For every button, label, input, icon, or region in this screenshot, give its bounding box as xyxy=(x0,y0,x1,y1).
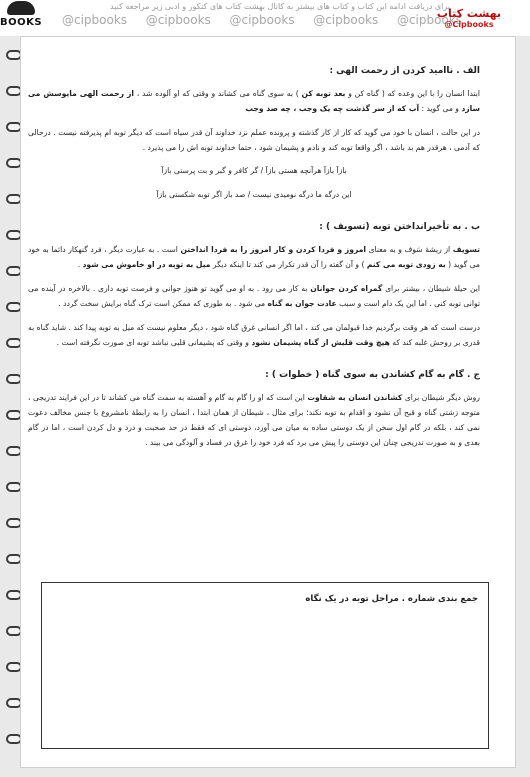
books-logo-text: BOOKS xyxy=(0,17,43,28)
poem-line-2: این درگه ما درگه نومیدی نیست / صد بار اگر توبه شکستی بازآ xyxy=(156,190,352,199)
text: . xyxy=(77,260,83,269)
bold-text: تسویف xyxy=(452,245,480,254)
section-a-paragraph-1 xyxy=(28,86,480,116)
bold-text: به زودی توبه می کنم xyxy=(366,260,446,269)
text: است . به عبارت دیگر ، فرد گنهکار دائما به خود می گوید ( xyxy=(28,245,480,269)
cipbooks-logo xyxy=(430,8,508,34)
watermark: @cipbooks xyxy=(396,13,462,27)
section-b-heading: ب . به تأخیرانداختن توبه (تسویف ) : xyxy=(319,222,480,232)
bold-text: آب که از سر گذشت چه یک وجب ، چه صد وجب xyxy=(245,104,420,113)
text: ) و آن گفته را آن قدر تکرار می کند تا اینکه دیگر xyxy=(210,260,367,269)
watermark: @cipbooks xyxy=(229,13,295,27)
text: به کار می رود . به او می گوید تو هنوز جوانی و فرصت توبه داری . بالاخره در آینده می توانی توبه کنی . اما این یک دام است و سبب xyxy=(28,284,480,308)
section-a-paragraph-2: در این حالت ، انسان با خود می گوید که کار از کار گذشته و پرونده عملم نزد خداوند آن قدر سیاه است که دیگر توبه ام پذیرفته نیست . درحالی که آدمی ، هرقدر هم بد باشد ، اگر واقعا توبه کند و نادم و پشیمان شود ، حتما خداوند توبه اش را می پذیرد . xyxy=(28,128,480,152)
download-notice: برای دریافت ادامه این کتاب و کتاب های بیشتر به کانال بهشت کتاب های کنکور و ادبی زیر مراجعه کنید xyxy=(110,2,450,11)
bold-text: عادت جوان به گناه xyxy=(267,299,337,308)
bold-text: بعد توبه کن xyxy=(301,89,346,98)
watermark: @cipbooks xyxy=(145,13,211,27)
poem-line-1: بازآ بازآ هرآنچه هستی بازآ / گر کافر و گبر و بت پرستی بازآ xyxy=(161,166,347,175)
bold-text: کشاندن انسان به شقاوت xyxy=(307,393,403,402)
text: این حیلهٔ شیطان ، بیشتر برای xyxy=(382,284,480,293)
watermark: @cipbooks xyxy=(313,13,379,27)
watermark-row xyxy=(62,13,462,27)
text: از ریشهٔ سَوف و به معنای xyxy=(366,245,453,254)
page-header xyxy=(0,0,530,36)
watermark: @cipbooks xyxy=(62,13,128,27)
text: و می گوید : xyxy=(419,104,462,113)
text: و وقتی که پشیمانی قلبی نباشد توبه ای صورت نگرفته است . xyxy=(56,338,252,347)
text: ابتدا انسان را با این وعده که ( گناه کن و xyxy=(345,89,480,98)
cipbooks-logo-fa: بهشت کتاب xyxy=(436,7,502,20)
section-b-paragraph-3 xyxy=(28,320,480,350)
section-a-heading: الف . ناامید کردن از رحمت الهی : xyxy=(329,66,480,76)
text: این است که او را گام به گام و آهسته به سمت گناه می کشاند تا در این فرایند تدریجی ، متوجه زشتی گناه و قبح آن نشود و اقدام به توبه نکند؛ برای مثال ، شیطان از همان ابتدا ، انسان را به رابطهٔ نامشروع با جنس مخالف دعوت نمی کند ، بلکه در گام اول سخن از یک دوستی ساده به میان می آورد، دوستی ای که فقط در حد صحبت و درد و دل کردن است ، اما در گام بعدی و به صورت تدریجی چنان این دوستی را پیش می برد که فرد خود را غرق در فساد و آلودگی می بیند . xyxy=(28,393,480,447)
section-b-paragraph-2 xyxy=(28,281,480,311)
section-c-paragraph-1 xyxy=(28,390,480,450)
bold-text: از رحمت الهی مایوسش می سازد xyxy=(28,89,480,113)
summary-title: جمع بندی شماره . مراحل توبه در یک نگاه xyxy=(305,594,478,604)
books-logo xyxy=(0,0,42,34)
section-c-heading: ج . گام به گام کشاندن به سوی گناه ( خطوات ) : xyxy=(265,370,480,380)
text: می شود . به طوری که ممکن است ترک گناه برایش سخت گردد . xyxy=(58,299,268,308)
summary-box xyxy=(41,582,489,749)
mask-icon xyxy=(7,1,35,15)
bold-text: هیچ وقت قلبش از گناه پشیمان نشود xyxy=(251,338,390,347)
cipbooks-logo-en: @Cipbooks xyxy=(444,20,494,29)
text: روش دیگر شیطان برای xyxy=(402,393,480,402)
section-b-paragraph-1 xyxy=(28,242,480,272)
bold-text: امروز و فردا کردن و کار امروز را به فردا انداختن xyxy=(180,245,367,254)
bold-text: گمراه کردن جوانان xyxy=(310,284,383,293)
text: درست است که هر وقت برگردیم خدا قبولمان می کند ، اما اگر انسانی غرق گناه شود ، دیگر معلوم نیست که میل به توبه پیدا کند . شاید گناه به قدری بر روحش غلبه کند که xyxy=(28,323,480,347)
bold-text: میل به توبه در او خاموش می شود xyxy=(82,260,211,269)
page-content xyxy=(28,46,480,459)
text: ) به سوی گناه می کشاند و وقتی که او آلوده شد ، xyxy=(133,89,302,98)
